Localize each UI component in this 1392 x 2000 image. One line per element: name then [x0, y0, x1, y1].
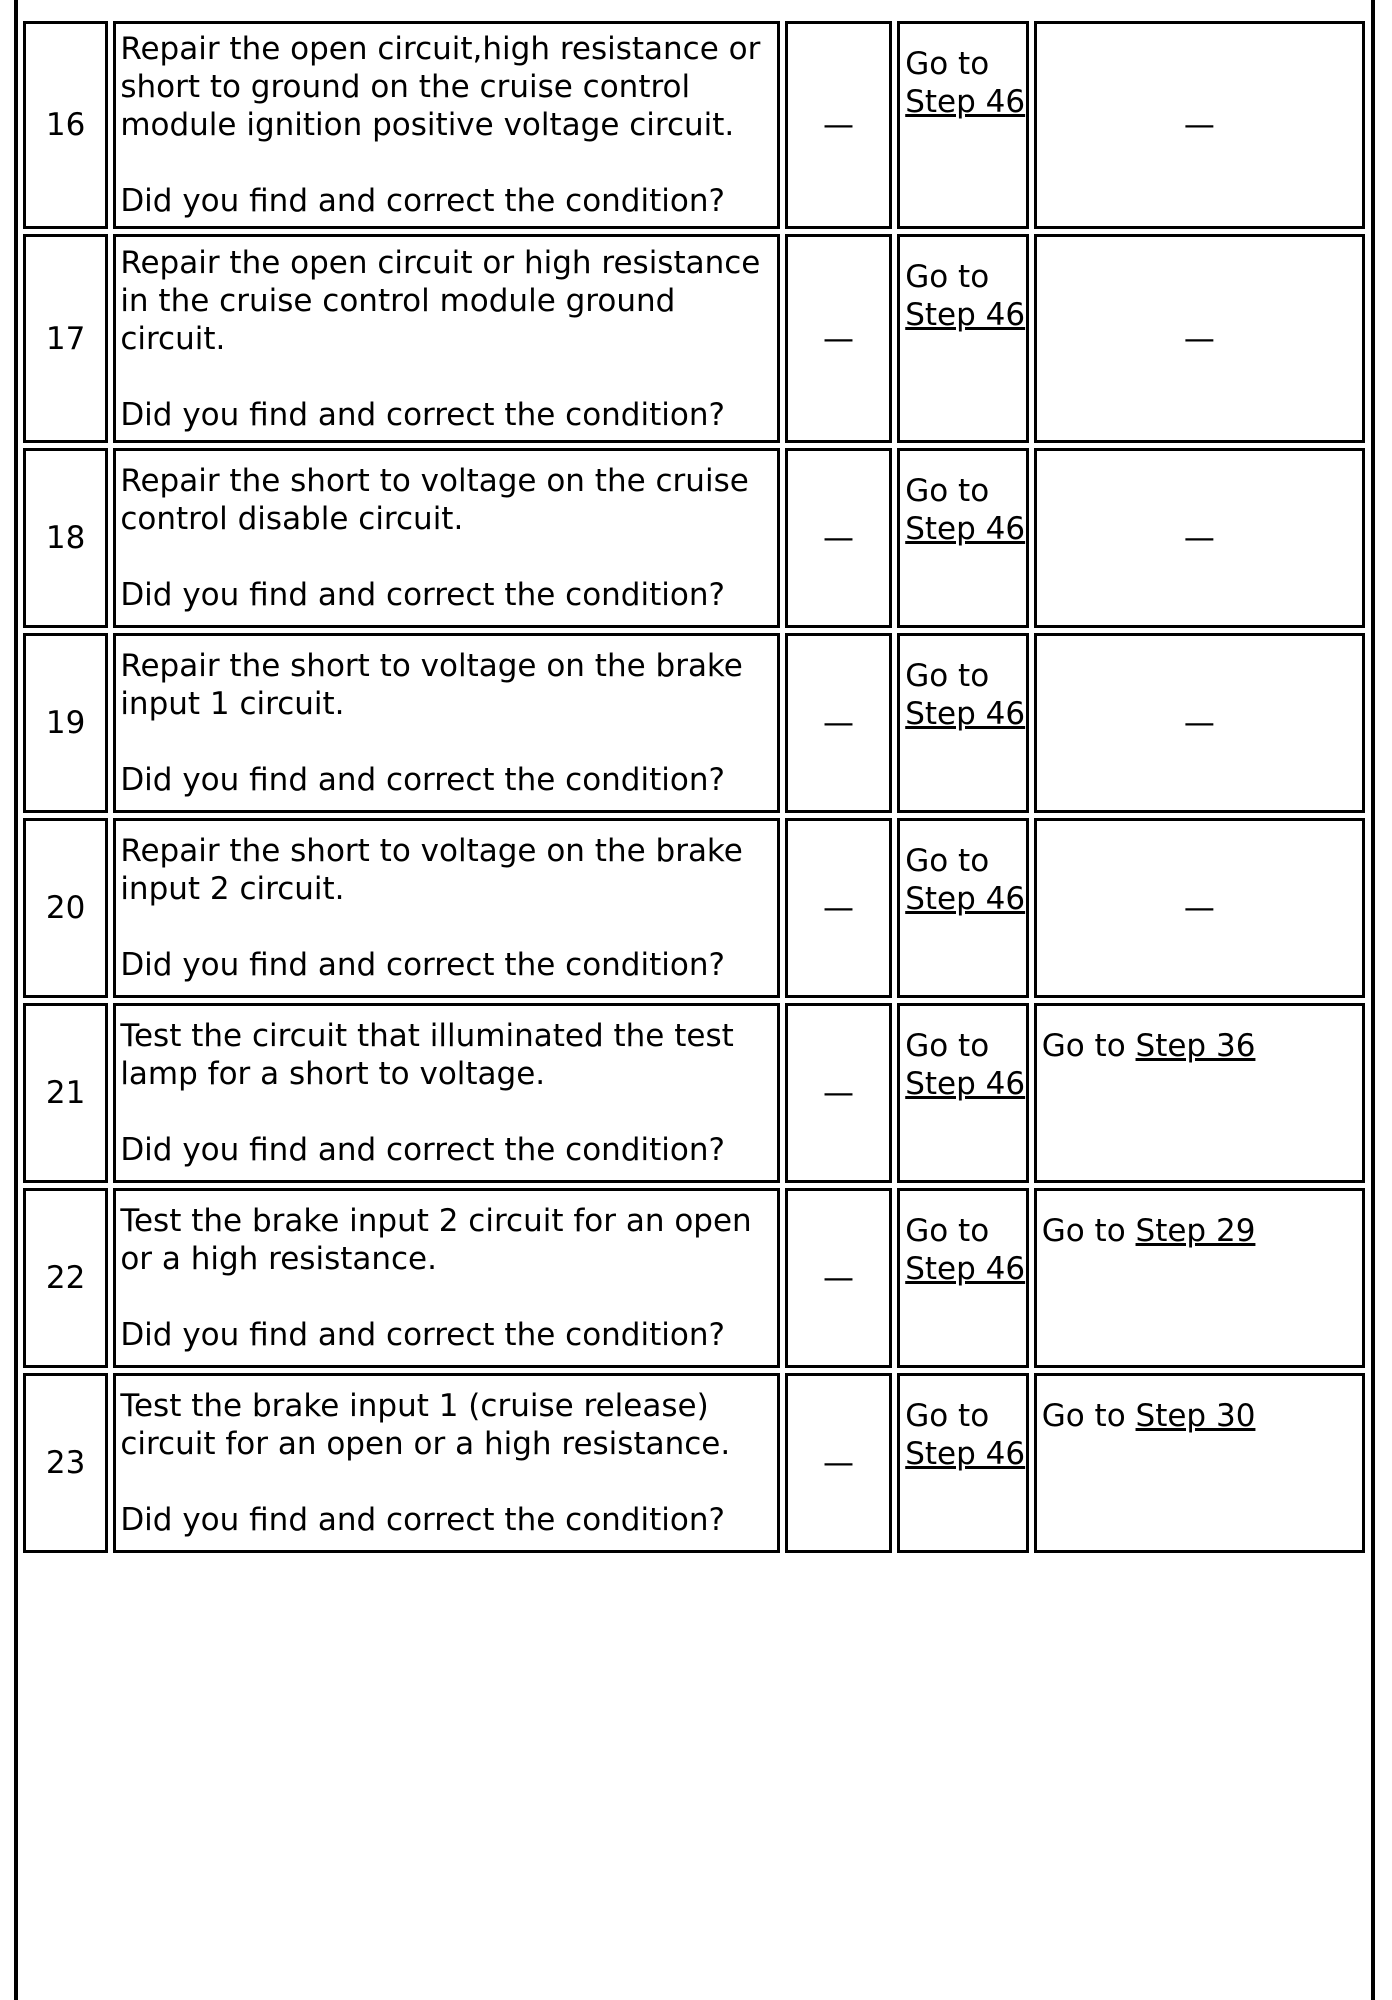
table-row — [23, 818, 1365, 998]
value-cell — [785, 234, 892, 443]
question-text: Did you find and correct the condition? — [120, 1132, 725, 1168]
diagnostic-steps-table — [18, 16, 1370, 1558]
yes-cell — [897, 1003, 1028, 1183]
action-cell — [113, 633, 780, 813]
action-text: Repair the short to voltage on the cruise control disable circuit. — [120, 463, 749, 537]
action-text: Test the brake input 2 circuit for an open or a high resistance. — [120, 1203, 752, 1277]
question-text: Did you find and correct the condition? — [120, 762, 725, 798]
step-number: 18 — [45, 520, 86, 556]
step-number-cell — [23, 21, 108, 229]
action-text: Repair the open circuit,high resistance or short to ground on the cruise control module ignition positive voltage circuit. — [120, 31, 761, 143]
yes-cell — [897, 818, 1028, 998]
yes-goto-label: Go to — [905, 473, 990, 509]
value-dash: — — [823, 107, 855, 143]
table-row — [23, 1373, 1365, 1553]
yes-step-link[interactable]: Step 46 — [905, 297, 1026, 333]
no-dash: — — [1183, 705, 1215, 741]
value-cell — [785, 448, 892, 628]
no-cell — [1034, 633, 1365, 813]
table-row — [23, 1188, 1365, 1368]
no-cell — [1034, 234, 1365, 443]
action-text: Repair the open circuit or high resistance in the cruise control module ground circuit. — [120, 244, 761, 357]
step-number: 21 — [45, 1075, 86, 1111]
yes-cell — [897, 21, 1028, 229]
value-cell — [785, 21, 892, 229]
value-dash: — — [823, 520, 855, 556]
step-number: 19 — [45, 705, 86, 741]
action-text: Repair the short to voltage on the brake input 1 circuit. — [120, 648, 743, 722]
action-cell — [113, 1003, 780, 1183]
no-step-link[interactable]: Step 36 — [1135, 1028, 1256, 1064]
step-number-cell — [23, 1373, 108, 1553]
question-text: Did you find and correct the condition? — [120, 396, 725, 433]
no-step-link[interactable]: Step 30 — [1135, 1398, 1256, 1434]
value-cell — [785, 633, 892, 813]
action-cell — [113, 818, 780, 998]
no-dash: — — [1183, 890, 1215, 926]
yes-cell — [897, 1188, 1028, 1368]
action-cell — [113, 1188, 780, 1368]
action-cell — [113, 234, 780, 443]
step-number: 23 — [45, 1445, 86, 1481]
yes-cell — [897, 633, 1028, 813]
table-body — [23, 21, 1365, 1553]
no-dash: — — [1183, 320, 1215, 357]
step-number: 22 — [45, 1260, 86, 1296]
value-dash: — — [823, 705, 855, 741]
value-cell — [785, 818, 892, 998]
yes-step-link[interactable]: Step 46 — [905, 511, 1026, 547]
no-goto-label: Go to — [1041, 1213, 1126, 1249]
right-page-rule — [1371, 0, 1375, 2000]
action-cell — [113, 448, 780, 628]
value-dash: — — [823, 320, 855, 357]
yes-step-link[interactable]: Step 46 — [905, 1251, 1026, 1287]
step-number-cell — [23, 818, 108, 998]
yes-step-link[interactable]: Step 46 — [905, 1066, 1026, 1102]
table-row — [23, 234, 1365, 443]
question-text: Did you find and correct the condition? — [120, 1317, 725, 1353]
yes-cell — [897, 448, 1028, 628]
value-cell — [785, 1188, 892, 1368]
yes-goto-label: Go to — [905, 1213, 990, 1249]
value-cell — [785, 1003, 892, 1183]
table-row — [23, 1003, 1365, 1183]
value-dash: — — [823, 1260, 855, 1296]
step-number-cell — [23, 1003, 108, 1183]
yes-goto-label: Go to — [905, 1028, 990, 1064]
step-number: 20 — [45, 890, 86, 926]
step-number-cell — [23, 633, 108, 813]
no-cell — [1034, 818, 1365, 998]
question-text: Did you find and correct the condition? — [120, 183, 725, 219]
yes-step-link[interactable]: Step 46 — [905, 84, 1026, 120]
value-dash: — — [823, 1445, 855, 1481]
no-step-link[interactable]: Step 29 — [1135, 1213, 1256, 1249]
question-text: Did you find and correct the condition? — [120, 947, 725, 983]
yes-goto-label: Go to — [905, 843, 990, 879]
step-number-cell — [23, 1188, 108, 1368]
yes-cell — [897, 1373, 1028, 1553]
no-dash: — — [1183, 107, 1215, 143]
no-cell — [1034, 1373, 1365, 1553]
step-number-cell — [23, 234, 108, 443]
yes-step-link[interactable]: Step 46 — [905, 1436, 1026, 1472]
table-row — [23, 633, 1365, 813]
action-text: Test the brake input 1 (cruise release) circuit for an open or a high resistance. — [120, 1388, 731, 1462]
no-cell — [1034, 1188, 1365, 1368]
no-cell — [1034, 448, 1365, 628]
yes-step-link[interactable]: Step 46 — [905, 696, 1026, 732]
no-goto-label: Go to — [1041, 1398, 1126, 1434]
no-dash: — — [1183, 520, 1215, 556]
yes-step-link[interactable]: Step 46 — [905, 881, 1026, 917]
question-text: Did you find and correct the condition? — [120, 1502, 725, 1538]
question-text: Did you find and correct the condition? — [120, 577, 725, 613]
step-number: 17 — [45, 320, 86, 357]
action-text: Test the circuit that illuminated the test lamp for a short to voltage. — [120, 1018, 734, 1092]
value-dash: — — [823, 890, 855, 926]
value-cell — [785, 1373, 892, 1553]
table-row — [23, 21, 1365, 229]
no-goto-label: Go to — [1041, 1028, 1126, 1064]
yes-cell — [897, 234, 1028, 443]
action-cell — [113, 21, 780, 229]
step-number: 16 — [45, 107, 86, 143]
yes-goto-label: Go to — [905, 1398, 990, 1434]
yes-goto-label: Go to — [905, 658, 990, 694]
value-dash: — — [823, 1075, 855, 1111]
no-cell — [1034, 21, 1365, 229]
yes-goto-label: Go to — [905, 259, 990, 295]
no-cell — [1034, 1003, 1365, 1183]
action-cell — [113, 1373, 780, 1553]
yes-goto-label: Go to — [905, 46, 990, 82]
action-text: Repair the short to voltage on the brake input 2 circuit. — [120, 833, 743, 907]
table-row — [23, 448, 1365, 628]
step-number-cell — [23, 448, 108, 628]
